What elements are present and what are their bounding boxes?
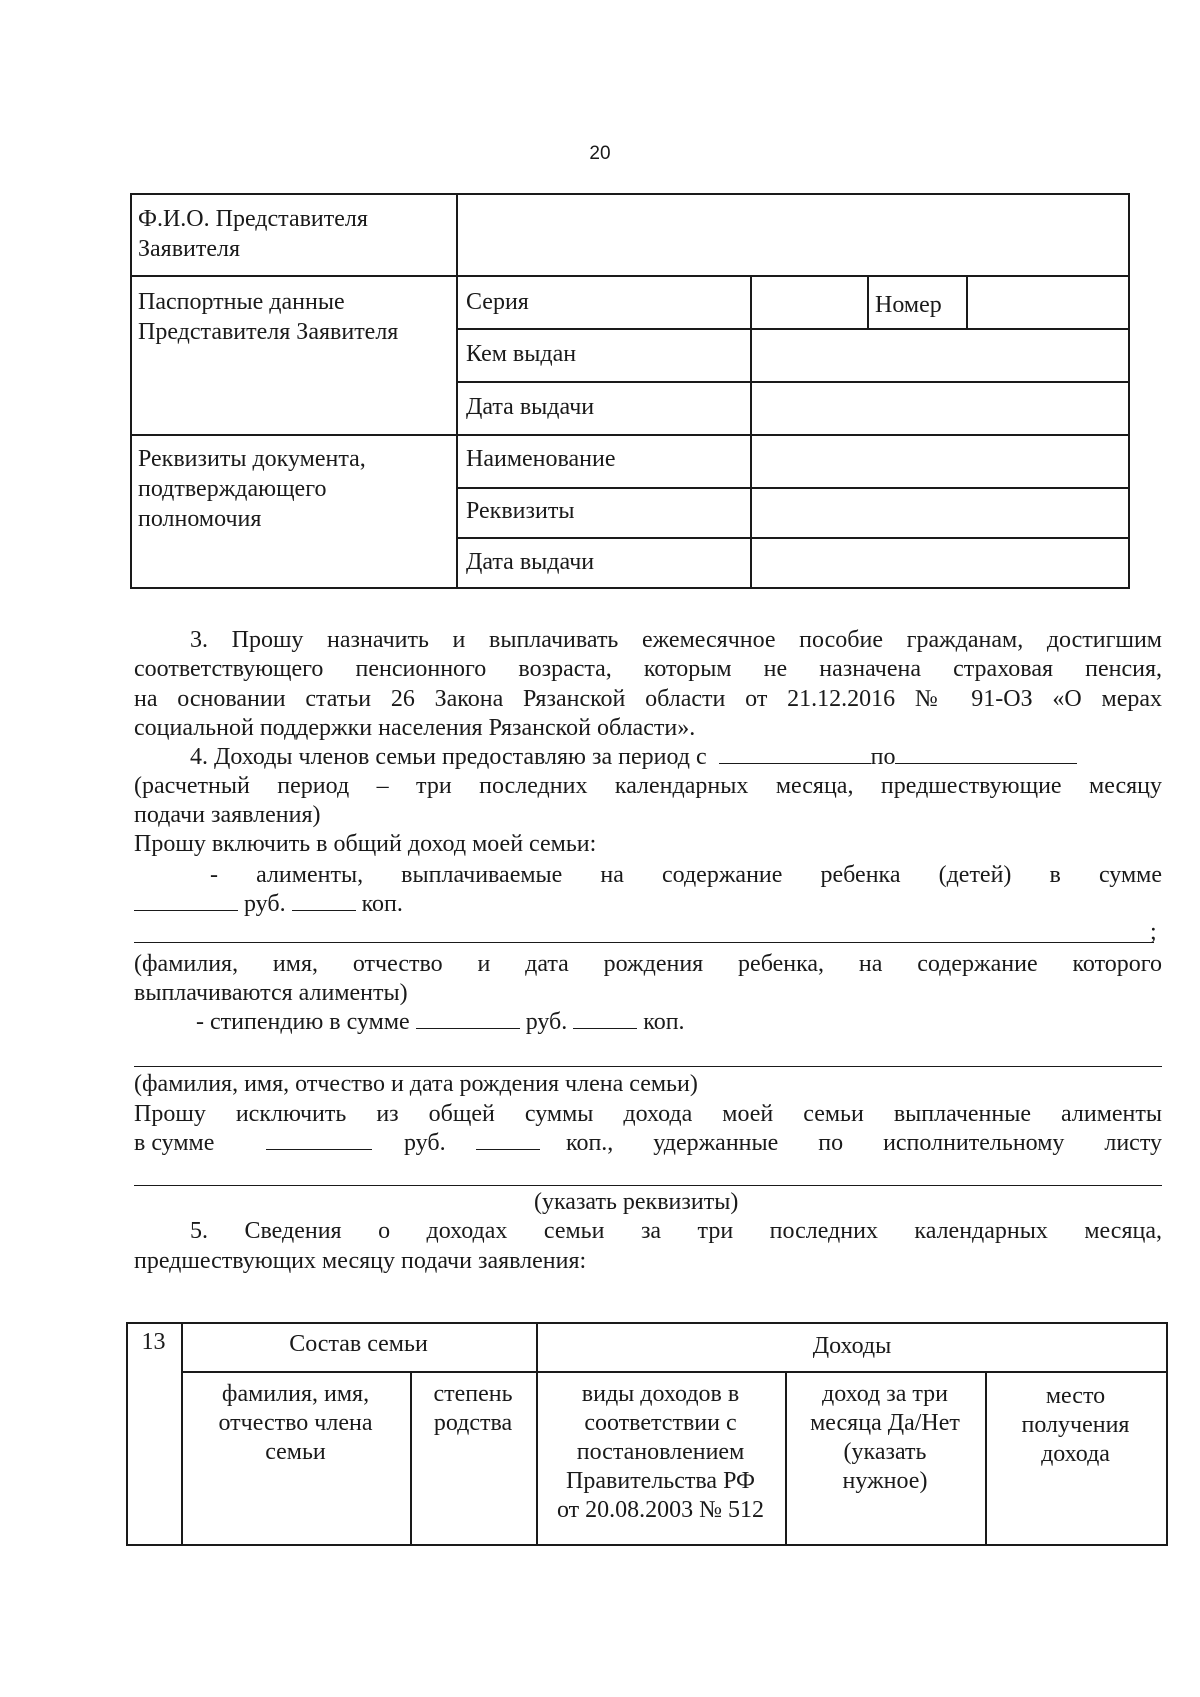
table-border <box>130 193 1130 195</box>
family-income-table <box>126 1322 1168 1547</box>
member-caption: (фамилия, имя, отчество и дата рождения члена семьи) <box>134 1071 698 1097</box>
include-line: Прошу включить в общий доход моей семьи: <box>134 831 597 857</box>
table-border <box>126 1322 1168 1324</box>
child-name-blank[interactable] <box>134 942 1154 943</box>
doc-date-label: Дата выдачи <box>466 549 595 575</box>
table-divider <box>456 381 1130 383</box>
period-to-blank[interactable] <box>895 743 1077 764</box>
item5-line1: 5. Сведения о доходах семьи за три последних календарных месяца, <box>190 1218 1162 1244</box>
alimony-amount-line <box>134 890 1162 918</box>
semicolon: ; <box>1150 919 1157 945</box>
family-header: Состав семьи <box>289 1331 428 1357</box>
exclude-kop-tail: коп., удержанные по исполнительному листу <box>566 1130 1162 1156</box>
period-to-label: по <box>870 744 896 770</box>
issued-by-label: Кем выдан <box>466 341 577 367</box>
table-border <box>130 587 1130 589</box>
issue-date-label: Дата выдачи <box>466 394 595 420</box>
item3-line1: 3. Прошу назначить и выплачивать ежемесячное пособие гражданам, достигшим <box>190 627 1162 653</box>
stipend-line <box>196 1008 1168 1036</box>
number-label: Номер <box>875 292 942 318</box>
kop-label: коп. <box>643 1009 685 1035</box>
table-divider <box>456 328 1130 330</box>
table-divider <box>456 487 1130 489</box>
child-caption-line1: (фамилия, имя, отчество и дата рождения ребенка, на содержание которого <box>134 951 1162 977</box>
alimony-rub-blank[interactable] <box>134 890 238 911</box>
item4-line2: (расчетный период – три последних календарных месяца, предшествующие месяцу <box>134 773 1162 799</box>
page-number: 20 <box>589 143 611 164</box>
col-name: фамилия, имя, отчество члена семьи <box>218 1381 373 1465</box>
table-border <box>126 1544 1168 1546</box>
col-income-types: виды доходов в соответствии с постановлением Правительства РФ от 20.08.2003 № 512 <box>556 1381 765 1523</box>
rep-name-label: Ф.И.О. Представителя Заявителя <box>138 206 368 262</box>
rub-label: руб. <box>244 891 286 917</box>
representative-form-table <box>130 193 1130 589</box>
rub-label: руб. <box>525 1009 568 1035</box>
item4-period-line <box>190 743 1162 771</box>
item4-line3: подачи заявления) <box>134 802 321 828</box>
alimony-line: - алименты, выплачиваемые на содержание ребенка (детей) в сумме <box>210 862 1162 888</box>
rub-label: руб. <box>404 1130 446 1156</box>
exclude-in-sum: в сумме <box>134 1130 215 1156</box>
table-border <box>1128 193 1130 589</box>
table-divider <box>181 1371 1168 1373</box>
exclude-rub-blank[interactable] <box>266 1129 372 1150</box>
table-divider <box>750 275 752 587</box>
table-divider <box>130 434 1130 436</box>
table-divider <box>456 537 1130 539</box>
doc-name-label: Наименование <box>466 446 616 472</box>
child-caption-line2: выплачиваются алименты) <box>134 980 408 1006</box>
stipend-rub-blank[interactable] <box>416 1008 520 1029</box>
item4-prefix: 4. Доходы членов семьи предоставляю за период с <box>190 744 707 770</box>
period-from-blank[interactable] <box>719 743 871 764</box>
alimony-kop-blank[interactable] <box>292 890 356 911</box>
authority-doc-label: Реквизиты документа, подтверждающего полномочия <box>138 446 366 532</box>
table-border <box>130 193 132 589</box>
item5-line2: предшествующих месяцу подачи заявления: <box>134 1248 587 1274</box>
item3-line3: на основании статьи 26 Закона Рязанской области от 21.12.2016 № 91-ОЗ «О мерах <box>134 686 1162 712</box>
doc-details-label: Реквизиты <box>466 498 575 524</box>
details-caption: (указать реквизиты) <box>534 1189 739 1215</box>
exclude-line1: Прошу исключить из общей суммы дохода моей семьи выплаченные алименты <box>134 1101 1162 1127</box>
item3-line4: социальной поддержки населения Рязанской области». <box>134 715 696 741</box>
item3-line2: соответствующего пенсионного возраста, которым не назначена страховая пенсия, <box>134 656 1162 682</box>
member-name-blank[interactable] <box>134 1066 1162 1067</box>
table-divider <box>867 275 869 328</box>
series-label: Серия <box>466 289 529 315</box>
kop-label: коп. <box>361 891 403 917</box>
table-number: 13 <box>141 1329 166 1355</box>
table-divider <box>456 193 458 589</box>
income-header: Доходы <box>812 1333 892 1359</box>
exclude-kop-blank[interactable] <box>476 1129 540 1150</box>
writ-details-blank[interactable] <box>134 1185 1162 1186</box>
stipend-prefix: - стипендию в сумме <box>196 1009 410 1035</box>
col-income-place: место получения дохода <box>1021 1383 1130 1467</box>
col-relation: степень родства <box>433 1381 513 1436</box>
table-divider <box>130 275 1130 277</box>
stipend-kop-blank[interactable] <box>573 1008 637 1029</box>
col-income-3m: доход за три месяца Да/Нет (указать нужное) <box>810 1381 960 1494</box>
table-divider <box>966 275 968 328</box>
passport-label: Паспортные данные Представителя Заявителя <box>138 289 399 345</box>
